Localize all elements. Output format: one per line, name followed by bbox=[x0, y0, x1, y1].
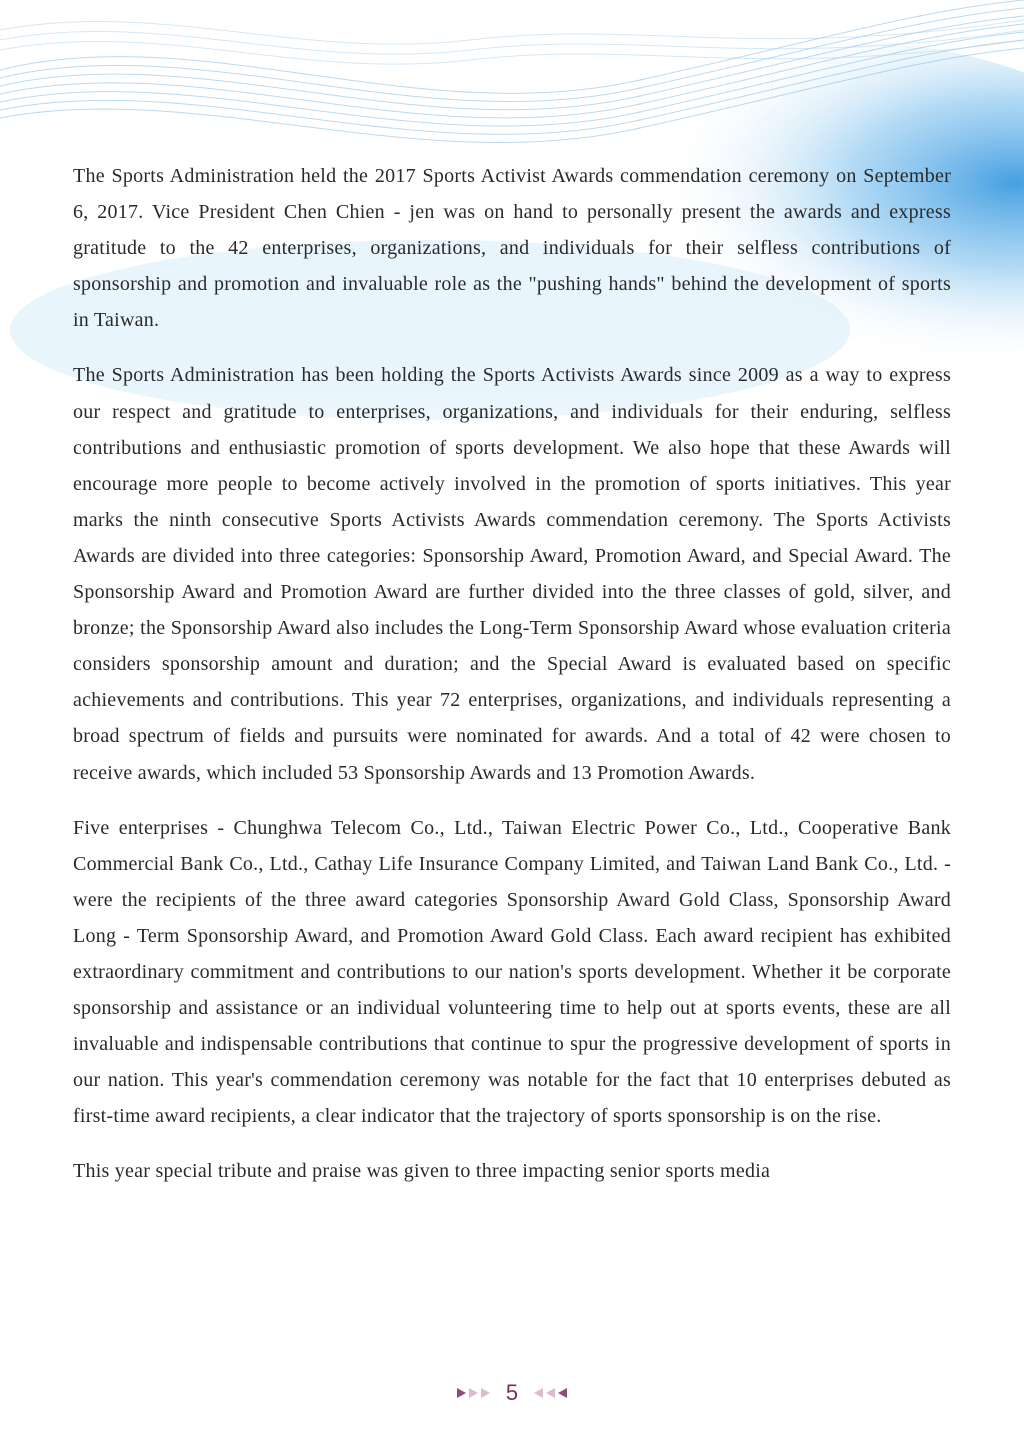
arrow-left-icon bbox=[546, 1388, 555, 1398]
arrow-left-icon bbox=[558, 1388, 567, 1398]
article-body bbox=[73, 158, 951, 1209]
paragraph-2: The Sports Administration has been holding the Sports Activists Awards since 2009 as a way to express our respect and gratitude to enterprises, organizations, and individuals for their enduring, selfless contributions and enthusiastic promotion of sports development. We also hope that these Awards will encourage more people to become actively involved in the promotion of sports initiatives. This year marks the ninth consecutive Sports Activists Awards commendation ceremony. The Sports Activists Awards are divided into three categories: Sponsorship Award, Promotion Award, and Special Award. The Sponsorship Award and Promotion Award are further divided into the three classes of gold, silver, and bronze; the Sponsorship Award also includes the Long-Term Sponsorship Award whose evaluation criteria considers sponsorship amount and duration; and the Special Award is evaluated based on specific achievements and contributions. This year 72 enterprises, organizations, and individuals representing a broad spectrum of fields and pursuits were nominated for awards. And a total of 42 were chosen to receive awards, which included 53 Sponsorship Awards and 13 Promotion Awards. bbox=[73, 364, 951, 784]
left-arrows-icon bbox=[534, 1388, 567, 1398]
arrow-right-icon bbox=[481, 1388, 490, 1398]
arrow-left-icon bbox=[534, 1388, 543, 1398]
paragraph-1: The Sports Administration held the 2017 Sports Activist Awards commendation ceremony on September 6, 2017. Vice President Chen Chien - jen was on hand to personally present the awards and express gratitude to the 42 enterprises, organizations, and individuals for their selfless contributions of sponsorship and promotion and invaluable role as the "pushing hands" behind the development of sports in Taiwan. bbox=[73, 165, 951, 332]
paragraph-4: This year special tribute and praise was given to three impacting senior sports media bbox=[73, 1160, 771, 1183]
arrow-right-icon bbox=[469, 1388, 478, 1398]
paragraph-3: Five enterprises - Chunghwa Telecom Co., Ltd., Taiwan Electric Power Co., Ltd., Cooperative Bank Commercial Bank Co., Ltd., Cathay Life Insurance Company Limited, and Taiwan Land Bank Co., Ltd. - were the recipients of the three award categories Sponsorship Award Gold Class, Sponsorship Award Long - Term Sponsorship Award, and Promotion Award Gold Class. Each award recipient has exhibited extraordinary commitment and contributions to our nation's sports development. Whether it be corporate sponsorship and assistance or an individual volunteering time to help out at sports events, these are all invaluable and indispensable contributions that continue to spur the progressive development of sports in our nation. This year's commendation ceremony was notable for the fact that 10 enterprises debuted as first-time award recipients, a clear indicator that the trajectory of sports sponsorship is on the rise. bbox=[73, 816, 951, 1128]
right-arrows-icon bbox=[457, 1388, 490, 1398]
page-footer bbox=[0, 1378, 1024, 1408]
page-number: 5 bbox=[505, 1380, 519, 1405]
arrow-right-icon bbox=[457, 1388, 466, 1398]
